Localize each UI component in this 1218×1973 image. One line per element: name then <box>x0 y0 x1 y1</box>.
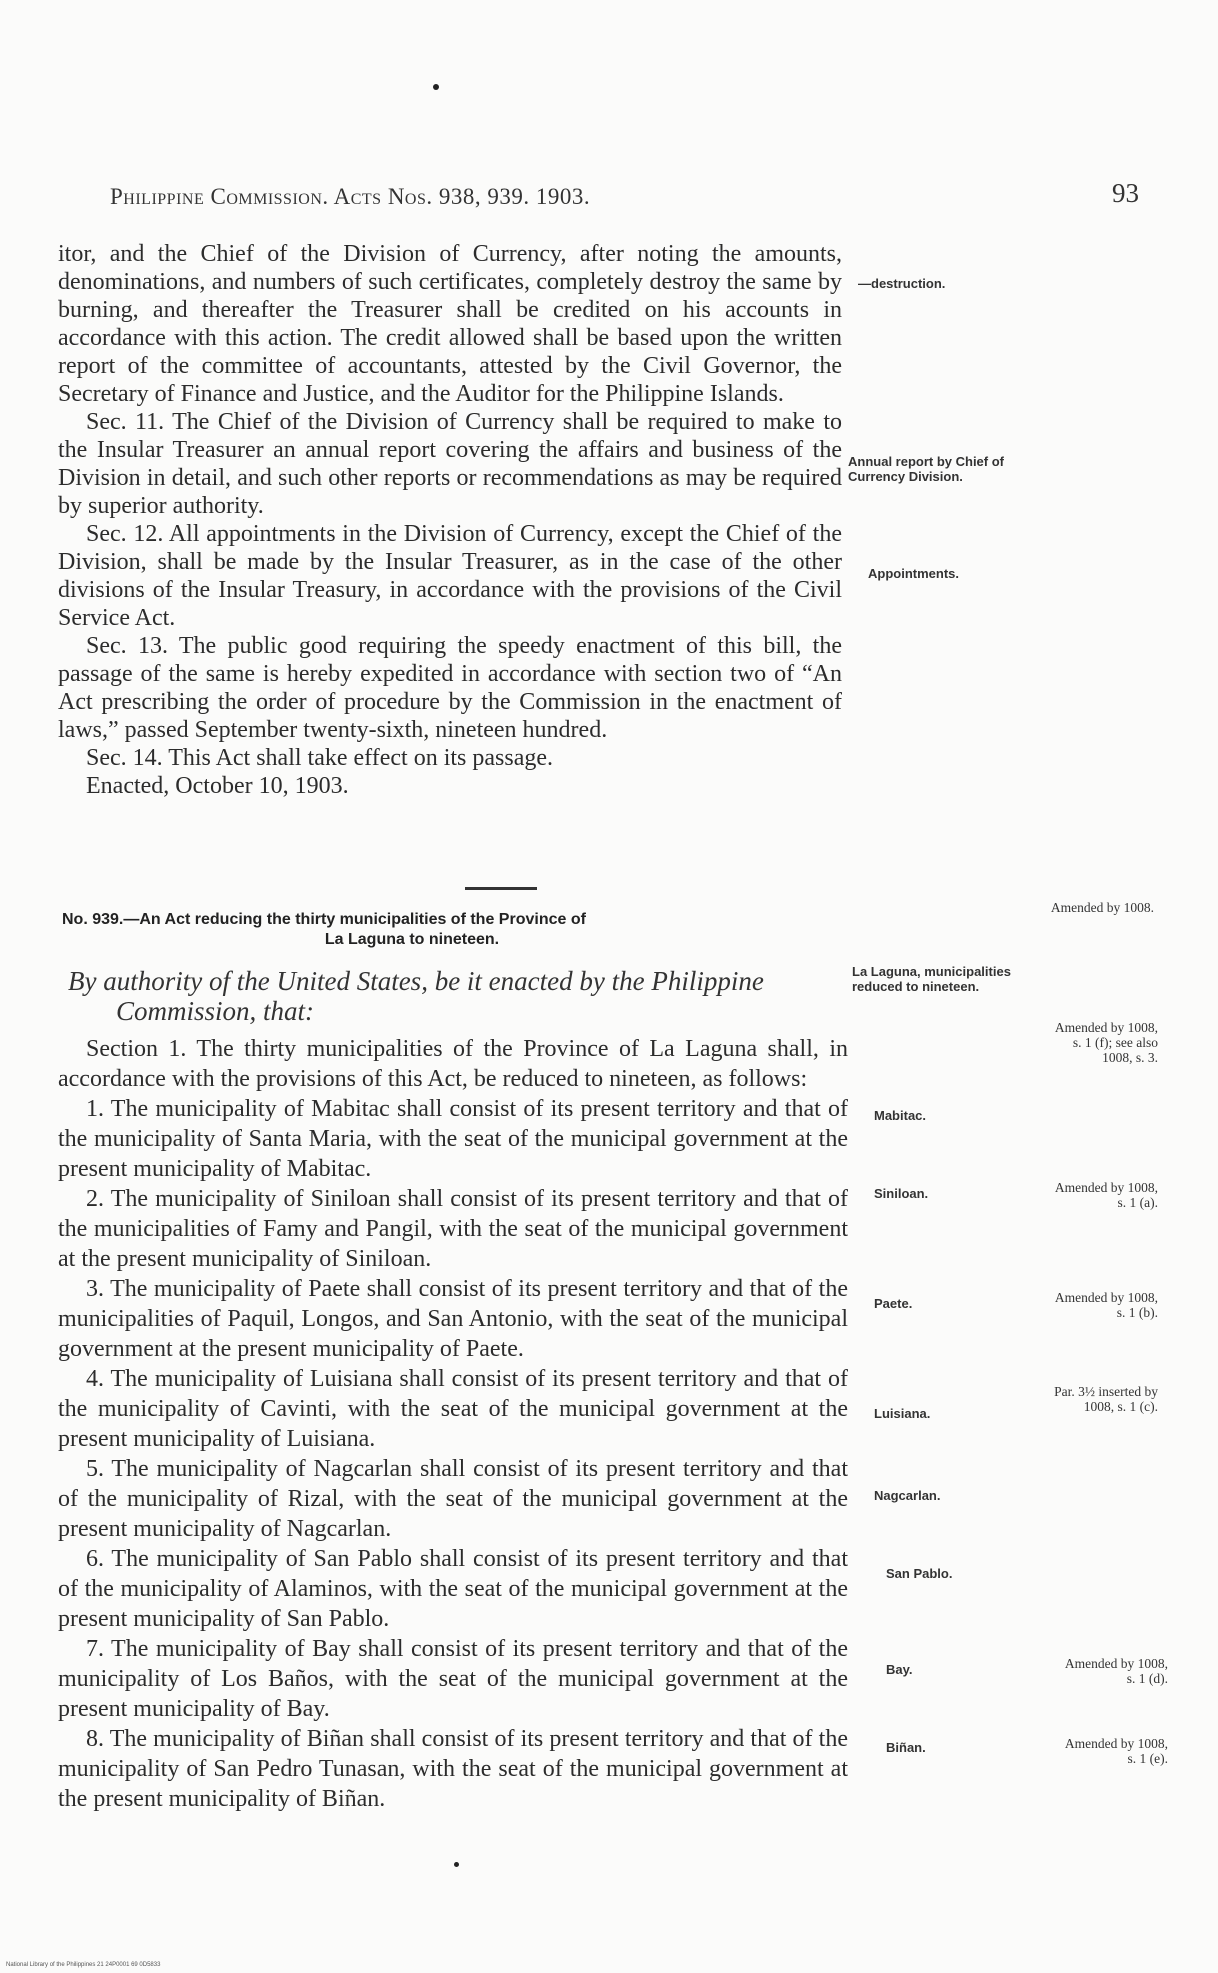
sidenote-siniloan: Siniloan. <box>874 1186 929 1201</box>
sidenote-nagcarlan: Nagcarlan. <box>874 1488 941 1503</box>
sidenote-luisiana: Luisiana. <box>874 1406 931 1421</box>
top-dot-mark <box>433 84 439 90</box>
amendment-note: Amended by 1008, s. 1 (d). <box>1064 1656 1168 1686</box>
enacting-line2: Commission, that: <box>116 996 315 1026</box>
act-title <box>62 910 852 950</box>
sidenote-appointments: Appointments. <box>868 566 959 581</box>
page-number: 93 <box>1112 178 1139 208</box>
amendment-note: Amended by 1008, s. 1 (a). <box>1054 1180 1158 1210</box>
section-divider <box>465 887 537 890</box>
amendment-note: Amended by 1008, s. 1 (b). <box>1054 1290 1158 1320</box>
body-top-text <box>58 240 842 800</box>
sidenote-paete: Paete. <box>874 1296 913 1311</box>
paragraph-item-8: 8. The municipality of Biñan shall consist of its present territory and that of the municipality of San Pedro Tunasan, with the seat of the municipal government at the present municipality of Biñan. <box>58 1726 848 1812</box>
amendment-note: Amended by 1008, s. 1 (f); see also 1008, s. 3. <box>1054 1020 1158 1065</box>
sidenote-la-laguna: La Laguna, municipalities reduced to nineteen. <box>852 964 1011 994</box>
sidenote-mabitac: Mabitac. <box>874 1108 927 1123</box>
paragraph-sec-14: Sec. 14. This Act shall take effect on its passage. <box>86 745 554 771</box>
enacting-line1: By authority of the United States, be it enacted by the Philippine <box>68 966 764 996</box>
paragraph-continuation: itor, and the Chief of the Division of Currency, after noting the amounts, denominations, and numbers of such certificates, completely destroy the same by burning, and thereafter the Treasurer shall be credited on his accounts in accordance with this action. The credit allowed shall be based upon the written report of the committee of accountants, attested by the Civil Governor, the Secretary of Finance and Justice, and the Auditor for the Philippine Islands. <box>58 241 842 407</box>
act-title-line1: No. 939.—An Act reducing the thirty municipalities of the Province of <box>62 911 586 928</box>
sidenote-bay: Bay. <box>886 1662 913 1677</box>
paragraph-item-3: 3. The municipality of Paete shall consist of its present territory and that of the municipalities of Paquil, Longos, and San Antonio, with the seat of the municipal government at the present municipality of Paete. <box>58 1276 848 1362</box>
sidenote-san-pablo: San Pablo. <box>886 1566 953 1581</box>
paragraph-sec-13: Sec. 13. The public good requiring the speedy enactment of this bill, the passage of the same is hereby expedited in accordance with section two of “An Act prescribing the order of procedure by the Commission in the enactment of laws,” passed September twenty-sixth, nineteen hundred. <box>58 633 842 743</box>
running-header: Philippine Commission. Acts Nos. 938, 939. 1903. <box>110 184 591 209</box>
amendment-note: Par. 3½ inserted by 1008, s. 1 (c). <box>1054 1384 1158 1414</box>
paragraph-item-2: 2. The municipality of Siniloan shall consist of its present territory and that of the municipalities of Famy and Pangil, with the seat of the municipal government at the present municipality of Siniloan. <box>58 1186 848 1272</box>
scan-footer: National Library of the Philippines 21 24P0001 69 0D5833 <box>6 1962 161 1968</box>
body-act-text <box>58 1034 848 1814</box>
paragraph-item-7: 7. The municipality of Bay shall consist of its present territory and that of the municipality of Los Baños, with the seat of the municipal government at the present municipality of Bay. <box>58 1636 848 1722</box>
sidenote-annual-report: Annual report by Chief of Currency Division. <box>848 454 1004 484</box>
paragraph-item-4: 4. The municipality of Luisiana shall consist of its present territory and that of the municipality of Cavinti, with the seat of the municipal government at the present municipality of Luisiana. <box>58 1366 848 1452</box>
bottom-dot-mark <box>454 1862 459 1867</box>
paragraph-item-1: 1. The municipality of Mabitac shall consist of its present territory and that of the municipality of Santa Maria, with the seat of the municipal government at the present municipality of Mabitac. <box>58 1096 848 1182</box>
paragraph-section-1: Section 1. The thirty municipalities of the Province of La Laguna shall, in accordance with the provisions of this Act, be reduced to nineteen, as follows: <box>58 1036 848 1092</box>
paragraph-item-6: 6. The municipality of San Pablo shall consist of its present territory and that of the municipality of Alaminos, with the seat of the municipal government at the present municipality of San Pablo. <box>58 1546 848 1632</box>
paragraph-sec-12: Sec. 12. All appointments in the Division of Currency, except the Chief of the Division, shall be made by the Insular Treasurer, as in the case of the other divisions of the Insular Treasury, in accordance with the provisions of the Civil Service Act. <box>58 521 842 631</box>
act-title-line2: La Laguna to nineteen. <box>324 931 500 948</box>
sidenote-destruction: —destruction. <box>858 276 946 291</box>
amendment-note: Amended by 1008, s. 1 (e). <box>1064 1736 1168 1766</box>
sidenote-binan: Biñan. <box>886 1740 926 1755</box>
paragraph-sec-11: Sec. 11. The Chief of the Division of Currency shall be required to make to the Insular Treasurer an annual report covering the affairs and business of the Division in detail, and such other reports or recommendations as may be required by superior authority. <box>58 409 842 519</box>
paragraph-item-5: 5. The municipality of Nagcarlan shall consist of its present territory and that of the municipality of Rizal, with the seat of the municipal government at the present municipality of Nagcarlan. <box>58 1456 848 1542</box>
enacting-clause <box>68 966 848 1026</box>
amendment-note: Amended by 1008. <box>1050 900 1154 915</box>
enacted-date: Enacted, October 10, 1903. <box>86 773 349 799</box>
